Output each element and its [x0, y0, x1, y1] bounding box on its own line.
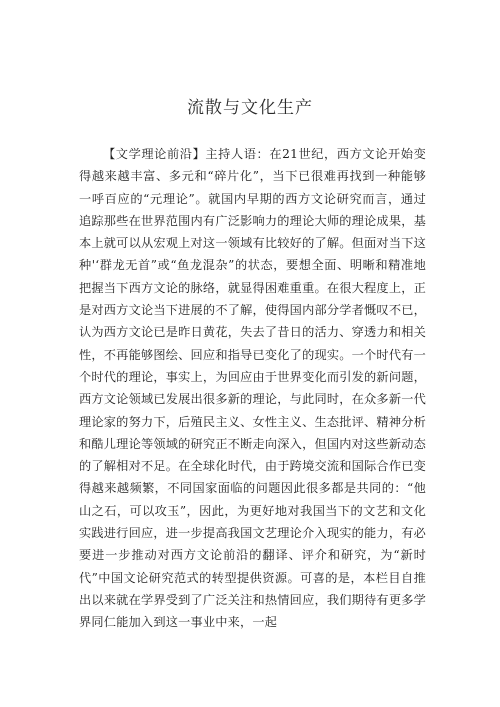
article-body-paragraph: 【文学理论前沿】主持人语：在21世纪，西方文论开始变得越来越丰富、多元和“碎片化”，当下已很难再找到一种能够一呼百应的“元理论”。就国内早期的西方文论研究而言，通过追踪那些在世界范围内有广泛影响力的理论大师的理论成果，基本上就可以从宏观上对这一领域有比较好的了解。但面对当下这种'‘群龙无首”或“鱼龙混杂”的状态，要想全面、明晰和精准地把握当下西方文论的脉络，就显得困难重重。在很大程度上，正是对西方文论当下进展的不了解，使得国内部分学者慨叹不已，认为西方文论已是昨日黄花，失去了昔日的活力、穿透力和相关性，不再能够图绘、回应和指导已变化了的现实。一个时代有一个时代的理论，事实上，为回应由于世界变化而引发的新问题，西方文论领域已发展出很多新的理论，与此同时，在众多新一代理论家的努力下，后殖民主义、女性主义、生态批评、精神分析和酷儿理论等领域的研究正不断走向深入，但国内对这些新动态的了解相对不足。在全球化时代，由于跨境交流和国际合作已变得越来越频繁，不同国家面临的问题因此很多都是共同的：“他山之石，可以攻玉”，因此，为更好地对我国当下的文艺和文化实践进行回应，进一步提高我国文艺理论介入现实的能力，有必要进一步推动对西方文论前沿的翻译、评介和研究，为“新时代”中国文论研究范式的转型提供资源。可喜的是，本栏目自推出以来就在学界受到了广泛关注和热情回应，我们期待有更多学界同仁能加入到这一事业中来，一起: [79, 147, 426, 630]
article-title: 流散与文化生产: [187, 98, 313, 118]
